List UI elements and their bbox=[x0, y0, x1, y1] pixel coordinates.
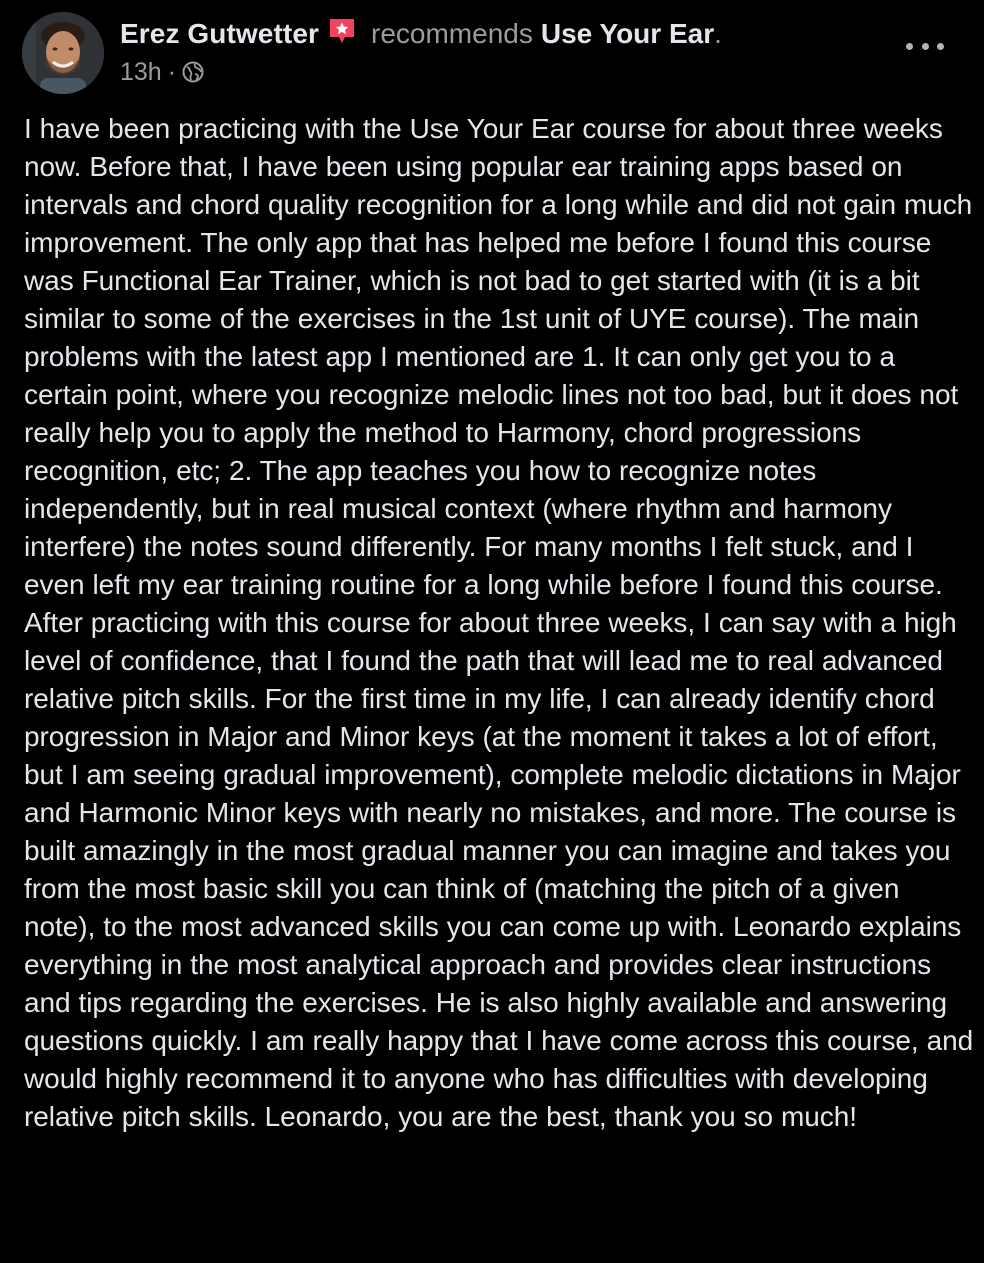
post-body bbox=[24, 110, 974, 1136]
globe-icon[interactable] bbox=[182, 61, 204, 83]
page-name-suffix: . bbox=[714, 18, 722, 49]
avatar-photo bbox=[22, 12, 104, 94]
post-text: I have been practicing with the Use Your Ear course for about three weeks now. Before that, I have been using popular ear training apps based on intervals and chord quality recognition for a long while and did not gain much improvement. The only app that has helped me before I found this course was Functional Ear Trainer, which is not bad to get started with (it is a bit similar to some of the exercises in the 1st unit of UYE course). The main problems with the latest app I mentioned are 1. It can only get you to a certain point, where you recognize melodic lines not too bad, but it does not really help you to apply the method to Harmony, chord progressions recognition, etc; 2. The app teaches you how to recognize notes independently, but in real musical context (where rhythm and harmony interfere) the notes sound differently. For many months I felt stuck, and I even left my ear training routine for a long while before I found this course. After practicing with this course for about three weeks, I can say with a high level of confidence, that I found the path that will lead me to real advanced relative pitch skills. For the first time in my life, I can already identify chord progression in Major and Minor keys (at the moment it takes a lot of effort, but I am seeing gradual improvement), complete melodic dictations in Major and Harmonic Minor keys with nearly no mistakes, and more. The course is built amazingly in the most gradual manner you can imagine and takes you from the most basic skill you can think of (matching the pitch of a given note), to the most advanced skills you can come up with. Leonardo explains everything in the most analytical approach and provides clear instructions and tips regarding the exercises. He is also highly available and answering questions quickly. I am really happy that I have come across this course, and would highly recommend it to anyone who has difficulties with developing relative pitch skills. Leonardo, you are the best, thank you so much! bbox=[24, 113, 974, 1132]
star-badge-icon[interactable] bbox=[327, 16, 357, 46]
more-dot bbox=[906, 43, 913, 50]
timestamp[interactable]: 13h bbox=[120, 57, 162, 86]
action-text: recommends bbox=[371, 18, 533, 49]
meta-separator: · bbox=[167, 57, 177, 86]
avatar[interactable] bbox=[22, 12, 104, 94]
more-options-icon[interactable] bbox=[906, 36, 944, 56]
page-link[interactable]: Use Your Ear bbox=[540, 18, 715, 49]
more-dot bbox=[937, 43, 944, 50]
post-header bbox=[120, 14, 722, 54]
more-dot bbox=[922, 43, 929, 50]
author-name[interactable]: Erez Gutwetter bbox=[120, 18, 319, 49]
post-meta bbox=[120, 56, 204, 88]
